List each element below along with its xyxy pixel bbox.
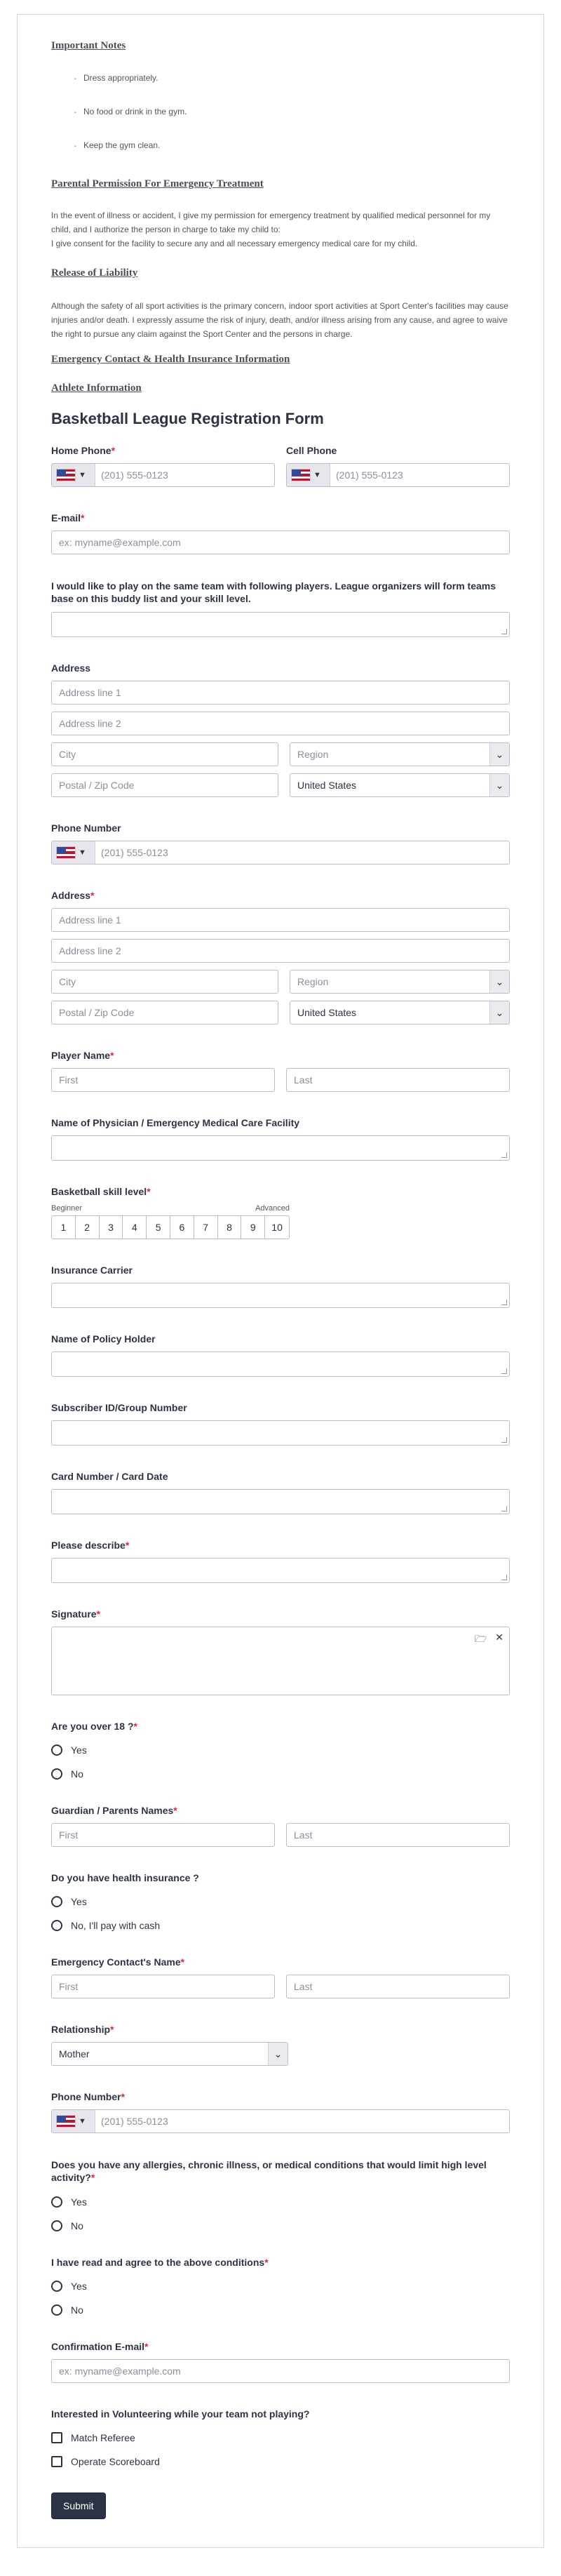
guardian-last-name-input[interactable]: Last	[286, 1823, 510, 1847]
liability-heading: Release of Liability	[51, 267, 138, 279]
skill-label: Basketball skill level*	[51, 1186, 151, 1197]
radio-option[interactable]: Yes	[51, 1896, 510, 1907]
address-label: Address	[51, 662, 91, 674]
buddy-textarea[interactable]	[51, 612, 510, 637]
city-input[interactable]: City	[51, 742, 278, 766]
list-item: · No food or drink in the gym.	[74, 107, 510, 116]
chevron-down-icon: ⌄	[489, 774, 509, 796]
chevron-down-icon: ▼	[79, 471, 86, 479]
policy-holder-label: Name of Policy Holder	[51, 1333, 156, 1344]
permission-text: In the event of illness or accident, I give my permission for emergency treatment by qualified medical personnel for my child, and I authorize the person in charge to take my child to:	[51, 211, 491, 234]
email-field[interactable]: ex: myname@example.com	[51, 530, 510, 554]
radio-option[interactable]: No	[51, 2304, 510, 2316]
signature-label: Signature*	[51, 1608, 101, 1620]
skill-option[interactable]: 8	[218, 1216, 242, 1239]
us-flag-icon	[56, 2115, 76, 2128]
emergency-heading: Emergency Contact & Health Insurance Information	[51, 354, 290, 365]
radio-button[interactable]	[51, 1744, 62, 1756]
physician-textarea[interactable]	[51, 1135, 510, 1161]
cell-phone-input[interactable]: ▼ (201) 555-0123	[286, 463, 510, 487]
phone-number-input[interactable]: ▼ (201) 555-0123	[51, 2109, 510, 2133]
skill-low-label: Beginner	[51, 1204, 83, 1213]
skill-option[interactable]: 2	[76, 1216, 100, 1239]
region-select[interactable]: Region ⌄	[290, 970, 510, 994]
skill-option[interactable]: 4	[123, 1216, 147, 1239]
chevron-down-icon: ⌄	[489, 970, 509, 993]
skill-option[interactable]: 3	[100, 1216, 123, 1239]
country-select[interactable]: United States ⌄	[290, 773, 510, 797]
card-textarea[interactable]	[51, 1489, 510, 1514]
emergency-first-name-input[interactable]: First	[51, 1975, 275, 1998]
address-label: Address*	[51, 890, 95, 901]
notes-list	[74, 73, 510, 150]
radio-option[interactable]: Yes	[51, 2196, 510, 2208]
emergency-last-name-input[interactable]: Last	[286, 1975, 510, 1998]
form-card	[17, 14, 544, 2548]
radio-option[interactable]: No, I'll pay with cash	[51, 1920, 510, 1931]
address-line1-input[interactable]: Address line 1	[51, 908, 510, 932]
chevron-down-icon: ⌄	[268, 2043, 288, 2065]
player-first-name-input[interactable]: First	[51, 1068, 275, 1092]
email-label: E-mail*	[51, 512, 85, 523]
radio-option[interactable]: Yes	[51, 2281, 510, 2292]
relationship-label: Relationship*	[51, 2024, 114, 2035]
emergency-name-label: Emergency Contact's Name*	[51, 1956, 185, 1968]
chevron-down-icon: ▼	[79, 848, 86, 857]
player-name-label: Player Name*	[51, 1050, 114, 1061]
phone-number-label: Phone Number	[51, 822, 121, 834]
checkbox-option[interactable]: Match Referee	[51, 2432, 510, 2443]
phone-number-label: Phone Number*	[51, 2091, 126, 2102]
radio-option[interactable]: No	[51, 2220, 510, 2231]
radio-button[interactable]	[51, 1768, 62, 1780]
radio-option[interactable]: Yes	[51, 1744, 510, 1756]
buddy-label: I would like to play on the same team with following players. League organizers will form teams base on this buddy list and your skill level.	[51, 580, 496, 604]
skill-option[interactable]: 5	[147, 1216, 170, 1239]
physician-label: Name of Physician / Emergency Medical Care Facility	[51, 1117, 300, 1128]
skill-option[interactable]: 1	[52, 1216, 76, 1239]
permission-consent: I give consent for the facility to secure any and all necessary emergency medical care for my child.	[51, 239, 418, 248]
country-code-select[interactable]	[52, 841, 95, 864]
us-flag-icon	[56, 846, 76, 859]
liability-text: Although the safety of all sport activities is the primary concern, indoor sport activities at Sport Center's facilities may cause injuries and/or death. I expressly assume the risk of injury, death, and/or illness arising from any cause, and agree to waive the right to pursue any claim against the Sport Center and the persons in charge.	[51, 301, 508, 339]
radio-option[interactable]: No	[51, 1768, 510, 1780]
postal-input[interactable]: Postal / Zip Code	[51, 773, 278, 797]
home-phone-input[interactable]: ▼ (201) 555-0123	[51, 463, 275, 487]
address-line2-input[interactable]: Address line 2	[51, 712, 510, 735]
player-last-name-input[interactable]: Last	[286, 1068, 510, 1092]
radio-button[interactable]	[51, 1920, 62, 1931]
radio-button[interactable]	[51, 2196, 62, 2208]
describe-label: Please describe*	[51, 1540, 130, 1551]
athlete-heading: Athlete Information	[51, 382, 142, 394]
radio-button[interactable]	[51, 2281, 62, 2292]
phone-number-input[interactable]: ▼ (201) 555-0123	[51, 841, 510, 865]
relationship-select[interactable]: Mother ⌄	[51, 2042, 288, 2066]
radio-button[interactable]	[51, 2304, 62, 2316]
skill-option[interactable]: 10	[271, 1222, 283, 1233]
signature-pad[interactable]	[51, 1627, 510, 1695]
address-line1-input[interactable]: Address line 1	[51, 681, 510, 705]
chevron-down-icon: ▼	[313, 471, 321, 479]
country-select[interactable]: United States ⌄	[290, 1001, 510, 1025]
skill-scale	[51, 1215, 290, 1239]
address-line2-input[interactable]: Address line 2	[51, 939, 510, 963]
policy-holder-textarea[interactable]	[51, 1352, 510, 1377]
skill-option[interactable]: 6	[170, 1216, 194, 1239]
home-phone-label: Home Phone*	[51, 445, 116, 456]
chevron-down-icon: ⌄	[489, 743, 509, 766]
guardian-first-name-input[interactable]: First	[51, 1823, 275, 1847]
insurance-carrier-textarea[interactable]	[51, 1283, 510, 1308]
checkbox[interactable]	[51, 2432, 62, 2443]
notes-heading: Important Notes	[51, 40, 126, 51]
permission-heading: Parental Permission For Emergency Treatment	[51, 178, 264, 189]
submit-button[interactable]: Submit	[51, 2492, 106, 2519]
checkbox[interactable]	[51, 2456, 62, 2467]
skill-high-label: Advanced	[255, 1204, 290, 1213]
chevron-down-icon: ▼	[79, 2117, 86, 2125]
radio-button[interactable]	[51, 2220, 62, 2231]
folder-open-icon[interactable]: 🗁	[474, 1633, 487, 1644]
cell-phone-label: Cell Phone	[286, 445, 337, 456]
list-item: · Keep the gym clean.	[74, 140, 510, 150]
skill-scale-labels	[51, 1204, 290, 1213]
chevron-down-icon: ⌄	[489, 1001, 509, 1024]
phones-row	[51, 445, 510, 487]
city-input[interactable]: City	[51, 970, 278, 994]
us-flag-icon	[291, 469, 311, 481]
subscriber-label: Subscriber ID/Group Number	[51, 1402, 187, 1413]
checkbox-option[interactable]: Operate Scoreboard	[51, 2456, 510, 2467]
card-label: Card Number / Card Date	[51, 1471, 168, 1482]
us-flag-icon	[56, 469, 76, 481]
region-select[interactable]: Region ⌄	[290, 742, 510, 766]
country-code-select[interactable]	[52, 464, 95, 486]
subscriber-textarea[interactable]	[51, 1420, 510, 1446]
agree-label: I have read and agree to the above conditions*	[51, 2257, 269, 2268]
over18-label: Are you over 18 ?*	[51, 1721, 137, 1732]
radio-button[interactable]	[51, 1896, 62, 1907]
describe-textarea[interactable]	[51, 1558, 510, 1583]
skill-option[interactable]: 7	[194, 1216, 218, 1239]
country-code-select[interactable]	[52, 2110, 95, 2133]
volunteer-label: Interested in Volunteering while your team not playing?	[51, 2408, 310, 2420]
insurance-carrier-label: Insurance Carrier	[51, 1264, 133, 1276]
guardian-label: Guardian / Parents Names*	[51, 1805, 177, 1816]
skill-option[interactable]: 9	[241, 1216, 265, 1239]
list-item: · Dress appropriately.	[74, 73, 510, 83]
allergies-label: Does you have any allergies, chronic illness, or medical conditions that would limit high level activity?*	[51, 2159, 487, 2183]
form-title: Basketball League Registration Form	[51, 410, 324, 427]
close-icon[interactable]: ✕	[495, 1631, 503, 1643]
confirmation-email-label: Confirmation E-mail*	[51, 2341, 149, 2352]
confirmation-email-field[interactable]: ex: myname@example.com	[51, 2359, 510, 2383]
postal-input[interactable]: Postal / Zip Code	[51, 1001, 278, 1025]
health-insurance-label: Do you have health insurance ?	[51, 1872, 199, 1883]
country-code-select[interactable]	[287, 464, 330, 486]
